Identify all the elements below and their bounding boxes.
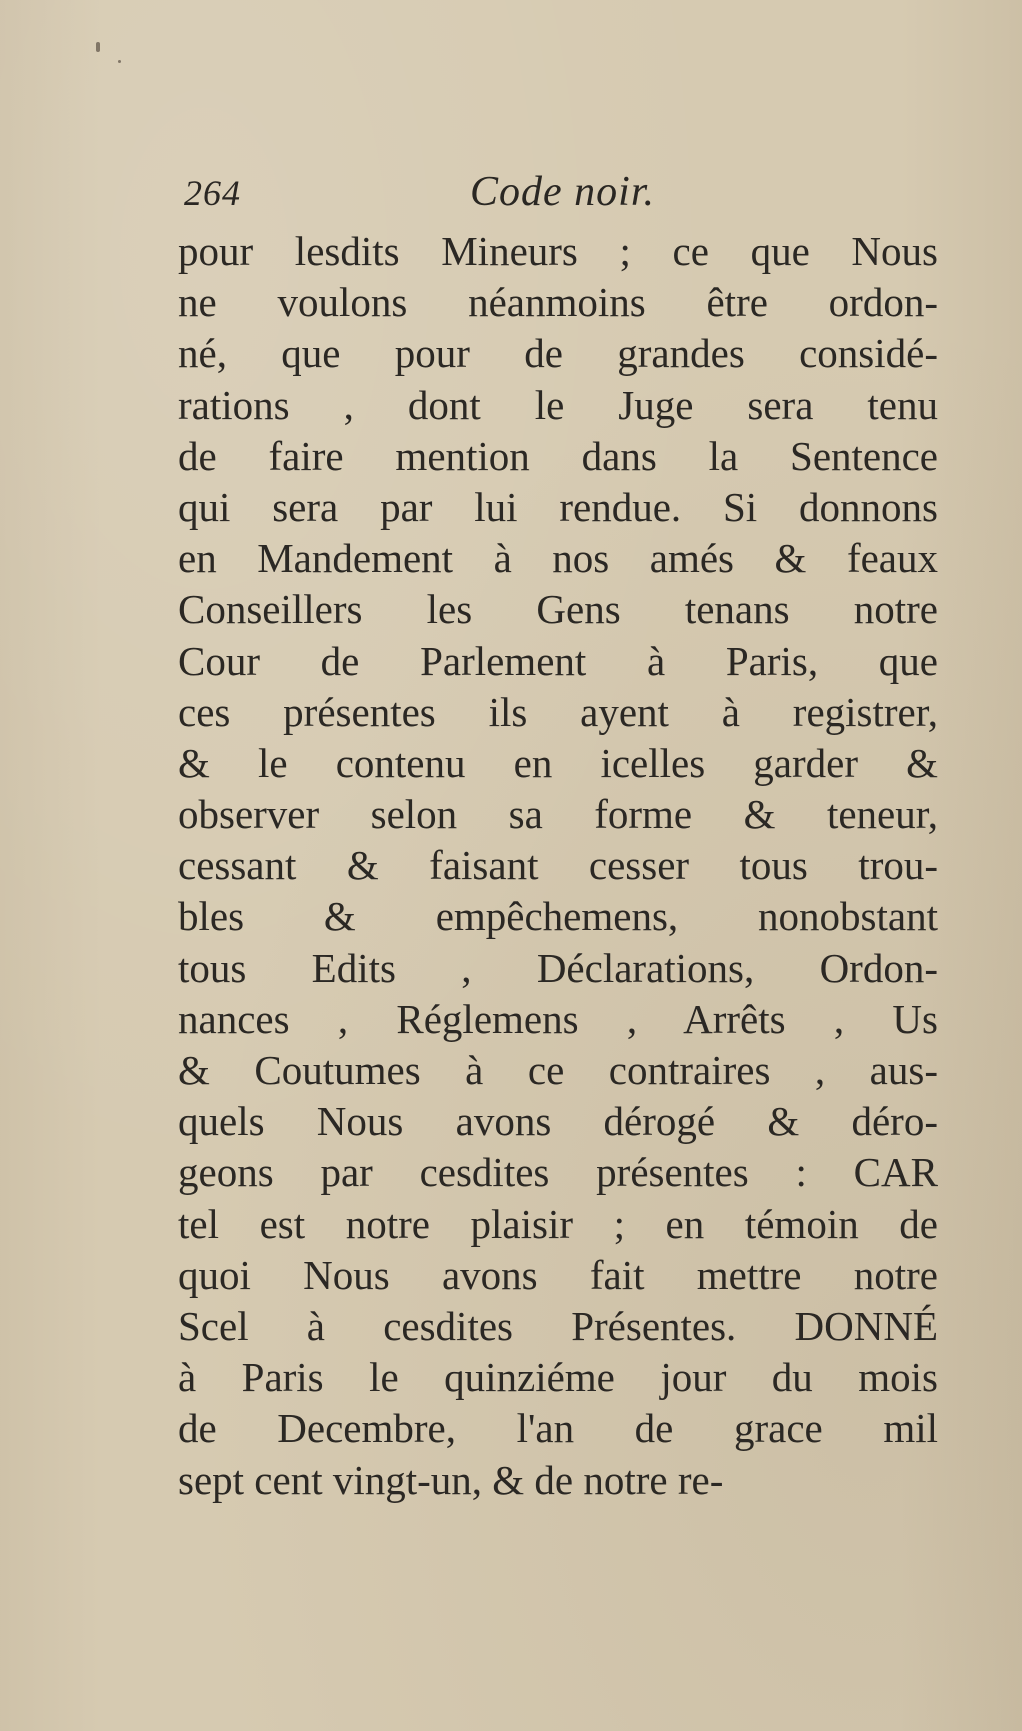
text-line: ces présentes ils ayent à registrer, [178,688,938,735]
text-line: à Paris le quinziéme jour du mois [178,1354,938,1401]
text-line: de faire mention dans la Sentence [178,432,938,479]
text-line: de Decembre, l'an de grace mil [178,1405,938,1452]
text-line: & le contenu en icelles garder & [178,739,938,786]
text-line: nances , Réglemens , Arrêts , Us [178,995,938,1042]
text-line: Scel à cesdites Présentes. DONNÉ [178,1302,938,1349]
paper-speck [96,42,100,52]
running-title: Code noir. [470,169,656,215]
paper-speck [118,60,121,63]
page-header [184,168,944,228]
text-line: geons par cesdites présentes : CAR [178,1149,938,1196]
text-line: bles & empêchemens, nonobstant [178,893,938,940]
text-line: Cour de Parlement à Paris, que [178,637,938,684]
text-line: cessant & faisant cesser tous trou- [178,842,938,889]
text-line: qui sera par lui rendue. Si donnons [178,483,938,530]
text-line: en Mandement à nos amés & feaux [178,535,938,582]
text-line: rations , dont le Juge sera tenu [178,381,938,428]
text-line: quoi Nous avons fait mettre notre [178,1251,938,1298]
text-line: pour lesdits Mineurs ; ce que Nous [178,228,938,274]
text-line: sept cent vingt-un, & de notre re- [178,1456,724,1503]
text-line: né, que pour de grandes considé- [178,330,938,377]
body-text [178,226,938,1506]
text-line: Conseillers les Gens tenans notre [178,586,938,633]
page-number: 264 [184,173,241,213]
text-line: ne voulons néanmoins être ordon- [178,279,938,326]
text-line: observer selon sa forme & teneur, [178,791,938,838]
text-line: tel est notre plaisir ; en témoin de [178,1200,938,1247]
text-line: & Coutumes à ce contraires , aus- [178,1047,938,1093]
text-line: tous Edits , Déclarations, Ordon- [178,944,938,991]
text-line: quels Nous avons dérogé & déro- [178,1098,938,1145]
